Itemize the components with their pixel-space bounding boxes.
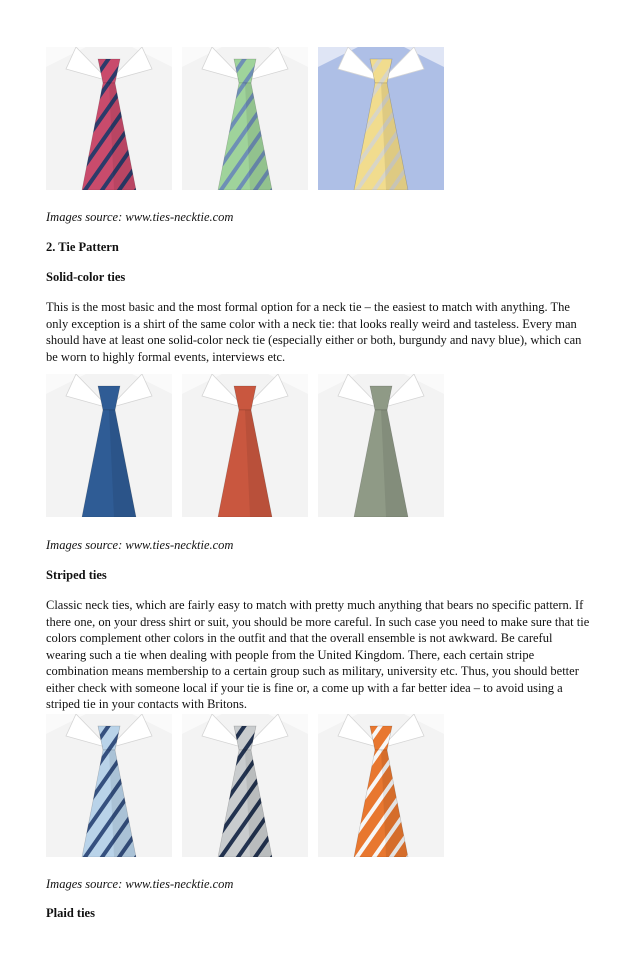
subheading-solid: Solid-color ties bbox=[46, 270, 126, 284]
paragraph-striped bbox=[46, 597, 596, 713]
tie-photo bbox=[46, 47, 172, 190]
tie-gallery-3 bbox=[46, 714, 444, 857]
text-line: there one, on your dress shirt or suit, you should be more careful. In such case you need to make sure that tie bbox=[46, 614, 590, 629]
tie-photo bbox=[318, 47, 444, 190]
text-line: colors complement other colors in the outfit and that the overall ensemble is not awkward. Be careful bbox=[46, 631, 553, 645]
tie-photo-solid-navy bbox=[46, 374, 172, 517]
tie-photo-light-blue-stripes bbox=[46, 714, 172, 857]
tie-photo-pink-navy-stripes bbox=[46, 47, 172, 190]
paragraph-solid bbox=[46, 299, 596, 365]
tie-photo-yellow-stripes-blue-shirt bbox=[318, 47, 444, 190]
tie-photo-solid-sage bbox=[318, 374, 444, 517]
tie-photo bbox=[182, 374, 308, 517]
text-line: This is the most basic and the most formal option for a neck tie – the easiest to match with anything. The bbox=[46, 300, 570, 314]
subheading-striped: Striped ties bbox=[46, 568, 107, 582]
image-caption: Images source: www.ties-necktie.com bbox=[46, 877, 234, 891]
tie-gallery-1 bbox=[46, 47, 444, 190]
image-caption: Images source: www.ties-necktie.com bbox=[46, 210, 234, 224]
tie-photo bbox=[46, 374, 172, 517]
tie-photo bbox=[182, 714, 308, 857]
tie-photo bbox=[318, 374, 444, 517]
subheading-plaid: Plaid ties bbox=[46, 906, 95, 920]
tie-photo-green-blue-stripes bbox=[182, 47, 308, 190]
text-line: be worn to highly formal events, interviews etc. bbox=[46, 349, 286, 364]
text-line: combination means membership to a certain group such as military, university etc. Thus, you should better bbox=[46, 664, 579, 678]
tie-photo-orange-white-stripes bbox=[318, 714, 444, 857]
text-line: only exception is a shirt of the same color with a neck tie: that looks really weird and tasteless. Every man bbox=[46, 316, 577, 331]
text-line: should have at least one solid-color neck tie (especially either or both, burgundy and navy blue), which can bbox=[46, 333, 582, 347]
tie-photo-solid-orange bbox=[182, 374, 308, 517]
text-line: either check with someone local if your tie is fine or, a come up with a far better idea – to avoid using a bbox=[46, 680, 563, 695]
tie-photo bbox=[46, 714, 172, 857]
text-line: striped tie in your contacts with Britons. bbox=[46, 697, 248, 711]
tie-photo bbox=[318, 714, 444, 857]
tie-gallery-2 bbox=[46, 374, 444, 517]
tie-photo-silver-navy-stripes bbox=[182, 714, 308, 857]
text-line: wearing such a tie when dealing with people from the United Kingdom. There, each certain stripe bbox=[46, 647, 535, 662]
tie-photo bbox=[182, 47, 308, 190]
section-title: 2. Tie Pattern bbox=[46, 240, 119, 254]
text-line: Classic neck ties, which are fairly easy to match with pretty much anything that bears no specific pattern. If bbox=[46, 598, 584, 612]
image-caption: Images source: www.ties-necktie.com bbox=[46, 538, 234, 552]
